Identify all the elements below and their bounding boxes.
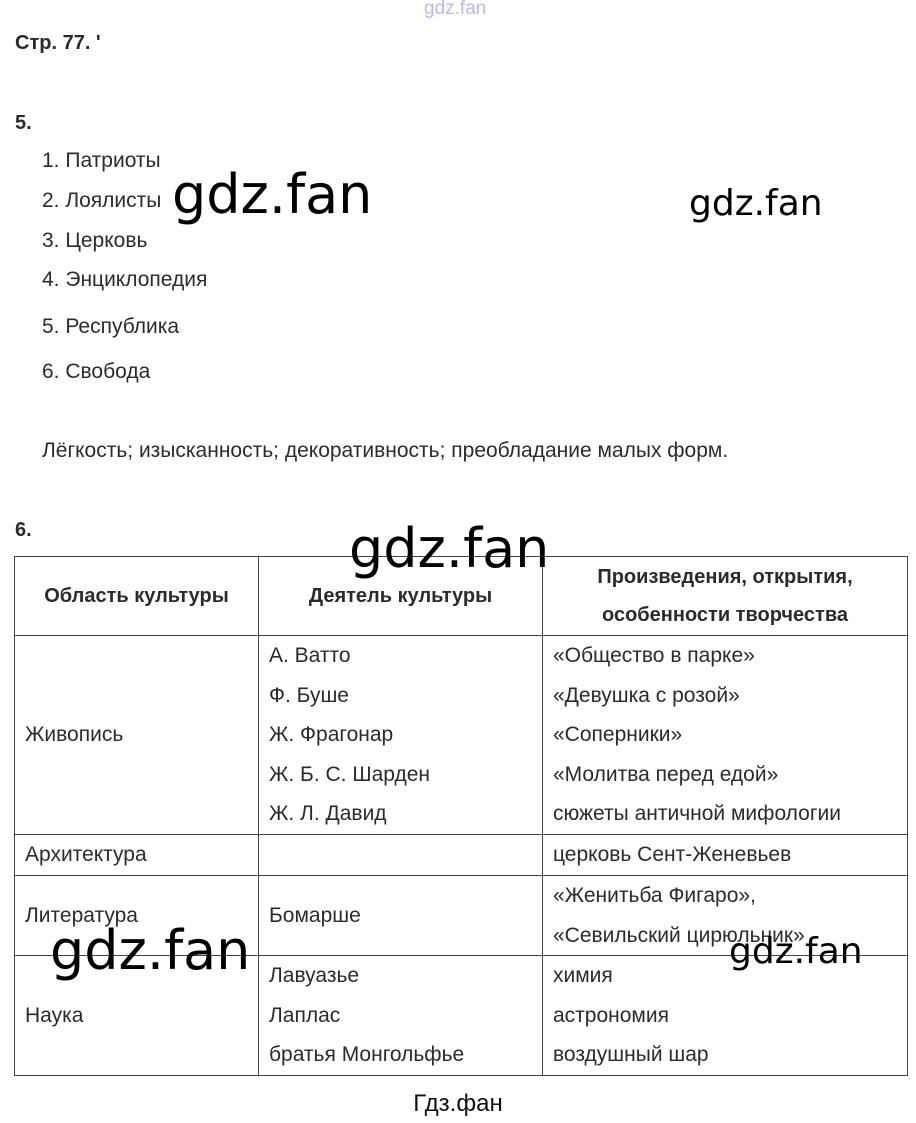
table-cell-works — [543, 835, 908, 876]
cell-line: воздушный шар — [553, 1043, 709, 1067]
cell-line: «Севильский цирюльник» — [553, 923, 805, 947]
table-cell-area: Литература — [15, 876, 259, 956]
watermark: gdz.fan — [689, 183, 823, 224]
cell-line: «Соперники» — [553, 723, 683, 747]
table-cell-area: Живопись — [15, 636, 259, 835]
column-header-line: особенности творчества — [602, 604, 848, 626]
cell-line: Лавуазье — [269, 964, 360, 988]
culture-table — [14, 556, 908, 1076]
table-cell-figures — [259, 956, 543, 1076]
table-cell-works — [543, 636, 908, 835]
table-cell-figures — [259, 835, 543, 876]
cell-line: Ж. Б. С. Шарден — [269, 762, 430, 786]
list-item: 5. Республика — [42, 315, 180, 338]
cell-line: сюжеты античной мифологии — [553, 802, 841, 826]
cell-line: «Молитва перед едой» — [553, 762, 779, 786]
cell-line: «Общество в парке» — [553, 644, 755, 668]
cell-line: А. Ватто — [269, 644, 351, 668]
page-reference: Стр. 77. ʹ — [15, 32, 101, 54]
watermark: gdz.fan — [50, 919, 251, 982]
table-cell-area: Архитектура — [15, 835, 259, 876]
cell-line: «Девушка с розой» — [553, 683, 740, 707]
cell-line: Ж. Л. Давид — [269, 802, 387, 826]
column-header — [543, 557, 908, 636]
cell-line: Лаплас — [269, 1003, 341, 1027]
cell-line: химия — [553, 964, 613, 988]
cell-line: «Женитьба Фигаро», — [553, 884, 756, 907]
column-header: Деятель культуры — [259, 557, 543, 636]
watermark: gdz.fan — [349, 517, 550, 580]
list-item: 3. Церковь — [42, 229, 148, 252]
cell-line: братья Монгольфье — [269, 1043, 465, 1067]
list-item: 4. Энциклопедия — [42, 268, 208, 291]
task-5-number: 5. — [15, 112, 32, 134]
task-6-number: 6. — [15, 519, 32, 541]
table-cell-works — [543, 956, 908, 1076]
column-header-line: Произведения, открытия, — [597, 566, 853, 588]
footer-caption: Гдз.фан — [413, 1090, 503, 1117]
cell-line: астрономия — [553, 1003, 669, 1027]
table-cell-figures — [259, 876, 543, 956]
task-5-answer: Лёгкость; изысканность; декоративность; преобладание малых форм. — [42, 439, 729, 462]
watermark: gdz.fan — [729, 931, 863, 972]
table-row — [15, 636, 908, 835]
list-item: 1. Патриоты — [42, 149, 161, 172]
watermark: gdz.fan — [172, 163, 373, 226]
cell-line: церковь Сент-Женевьев — [553, 843, 792, 867]
column-header: Область культуры — [15, 557, 259, 636]
table-row — [15, 835, 908, 876]
list-item: 6. Свобода — [42, 360, 151, 383]
table-cell-area: Наука — [15, 956, 259, 1076]
cell-line: Бомарше — [269, 903, 361, 927]
cell-line: Ж. Фрагонар — [269, 723, 394, 747]
top-watermark: gdz.fan — [424, 0, 487, 19]
list-item: 2. Лоялисты — [42, 189, 162, 212]
table-cell-figures — [259, 636, 543, 835]
cell-line: Ф. Буше — [269, 683, 349, 707]
